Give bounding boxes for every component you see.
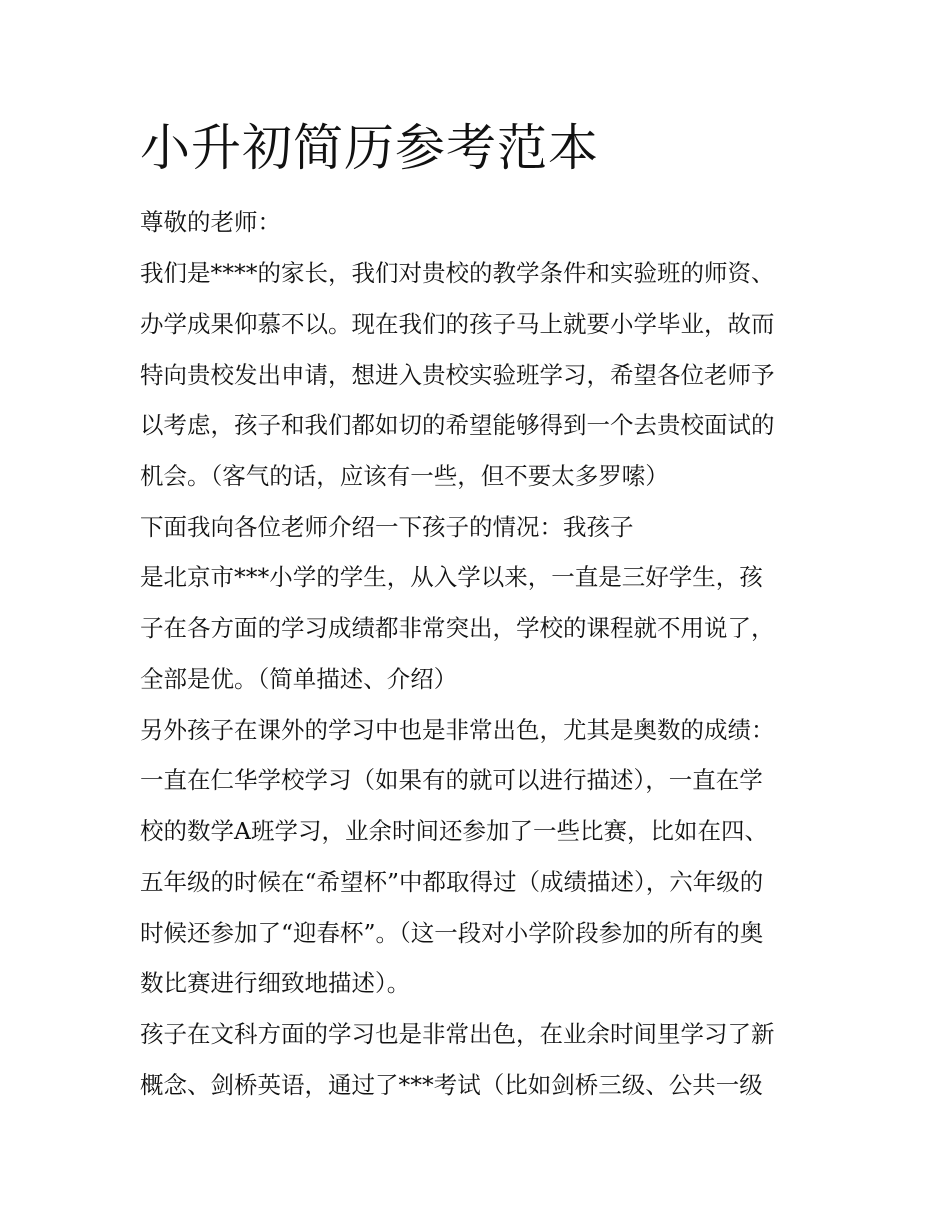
text-line: 一直在仁华学校学习（如果有的就可以进行描述），一直在学 (140, 766, 763, 794)
text-line: 全部是优。（简单描述、介绍） (140, 665, 458, 693)
text-line: 特向贵校发出申请，想进入贵校实验班学习，希望各位老师予 (140, 361, 775, 389)
text-line: 办学成果仰慕不以。现在我们的孩子马上就要小学毕业，故而 (140, 310, 775, 338)
text-line: 数比赛进行细致地描述）。 (140, 969, 411, 997)
text-line: 机会。（客气的话，应该有一些，但不要太多罗嗦） (140, 462, 669, 490)
text-line: 我们是****的家长，我们对贵校的教学条件和实验班的师资、 (140, 259, 775, 287)
text-line: 下面我向各位老师介绍一下孩子的情况：我孩子 (140, 513, 634, 541)
document-title: 小升初简历参考范本 (140, 119, 599, 177)
text-line: 五年级的时候在“希望杯”中都取得过（成绩描述），六年级的 (140, 868, 764, 896)
text-line: 概念、剑桥英语，通过了***考试（比如剑桥三级、公共一级 (140, 1071, 763, 1099)
text-line: 是北京市***小学的学生，从入学以来，一直是三好学生，孩 (140, 563, 763, 591)
text-line: 子在各方面的学习成绩都非常突出，学校的课程就不用说了， (140, 614, 775, 642)
text-line: 尊敬的老师： (140, 208, 281, 236)
text-line: 孩子在文科方面的学习也是非常出色，在业余时间里学习了新 (140, 1020, 775, 1048)
text-line: 时候还参加了“迎春杯”。（这一段对小学阶段参加的所有的奥 (140, 919, 764, 947)
text-line: 另外孩子在课外的学习中也是非常出色，尤其是奥数的成绩： (140, 716, 775, 744)
text-line: 校的数学A班学习，业余时间还参加了一些比赛，比如在四、 (140, 817, 768, 845)
text-line: 以考虑，孩子和我们都如切的希望能够得到一个去贵校面试的 (140, 411, 775, 439)
